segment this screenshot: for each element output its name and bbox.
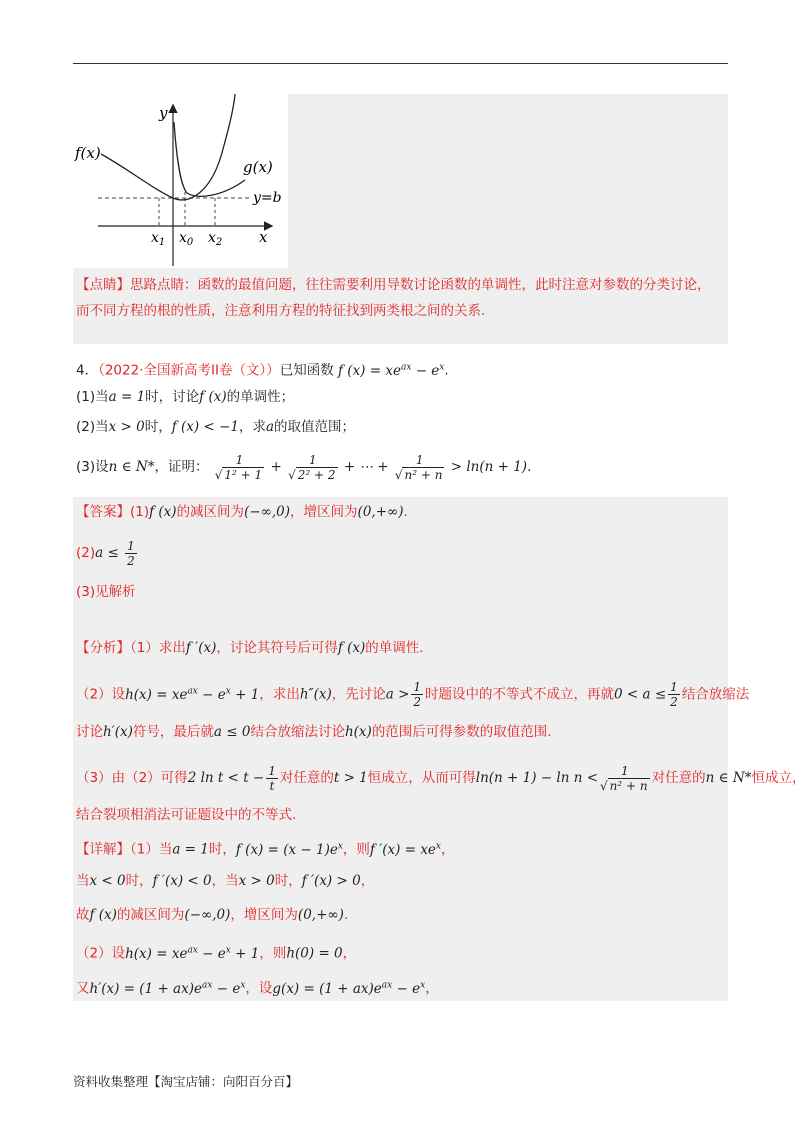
label-x: x	[259, 228, 268, 246]
tip-line-1: 【点睛】思路点睛：函数的最值问题，往往需要利用导数讨论函数的单调性，此时注意对参数的分类讨论，	[76, 277, 711, 293]
detail-3: 故f (x)的减区间为(−∞,0)，增区间为(0,+∞).	[76, 907, 349, 923]
label-x0: $x_0$	[179, 230, 194, 248]
analysis-5: 结合裂项相消法可证题设中的不等式.	[76, 807, 297, 823]
analysis-1: 【分析】（1）求出f ′(x)，讨论其符号后可得f (x)的单调性.	[76, 640, 424, 656]
curve-g	[174, 122, 245, 196]
tip-tag: 【点睛】	[76, 277, 130, 293]
top-rule	[73, 63, 728, 64]
detail-5: 又$h'(x) = (1 + ax)e^{ax} - e^x$，设$g(x) = (1 + ax)e^{ax} - e^x$，	[76, 980, 439, 997]
analysis-tag: 【分析】	[76, 640, 130, 656]
problem-stem: 4．（2022·全国新高考II卷（文））已知函数 f $(x) = xe^{ax} - e^x$.	[76, 362, 449, 379]
detail-4: （2）设$h(x) = xe^{ax} - e^x + 1$，则h(0) = 0，	[76, 945, 357, 962]
problem-source: （2022·全国新高考II卷（文））	[98, 362, 280, 379]
label-x2: $x_2$	[208, 230, 223, 248]
analysis-2: （2）设$h(x) = xe^{ax} - e^x + 1$，求出h″(x)，先讨论a > $\frac{1}{2}$ 时题设中的不等式不成立，再就0 < a ≤ $\frac{1}{2}$ 结合放缩法	[76, 680, 750, 709]
label-y: y	[159, 104, 168, 122]
footer-text: 资料收集整理【淘宝店铺：向阳百分百】	[73, 1074, 299, 1089]
analysis-3: 讨论h′(x)符号，最后就a ≤ 0结合放缩法讨论h(x)的范围后可得参数的取值范围.	[76, 724, 552, 740]
detail-tag: 【详解】	[76, 841, 130, 858]
detail-1: 【详解】（1）当a = 1时，f $(x) = (x - 1)e^x$，则f $'(x) = xe^x$，	[76, 841, 455, 858]
answer-1: 【答案】(1)f (x)的减区间为(−∞,0)，增区间为(0,+∞).	[76, 504, 408, 520]
tip-line-2: 而不同方程的根的性质，注意利用方程的特征找到两类根之间的关系.	[76, 303, 486, 319]
curve-f	[101, 94, 235, 200]
solution-block	[73, 497, 728, 1001]
label-b: y=b	[253, 190, 282, 206]
problem-part-1: (1)当a = 1时，讨论f (x)的单调性；	[76, 389, 295, 405]
analysis-4: （3）由（2）可得2 ln t < t − $\frac{1}{t}$ 对任意的t > 1恒成立，从而可得ln(n + 1) − ln n < $\frac{1}{\text{√ n² + n}}$ 对任意的n ∈ N*恒成立，	[76, 763, 805, 793]
label-x1: $x_1$	[151, 230, 166, 248]
problem-part-3: (3)设n ∈ N*，证明： $\frac{1}{\text{√ 1² + 1}}$ + $\frac{1}{\text{√ 2² + 2}}$ + ⋯ + $\frac{1}{\text{√ n² + n}}$ > ln(n + 1).	[76, 452, 532, 482]
tip-block	[288, 94, 728, 274]
detail-2: 当x < 0时，f ′(x) < 0，当x > 0时，f ′(x) > 0，	[76, 873, 375, 889]
problem-part-2: (2)当x > 0时，f (x) < −1，求a的取值范围；	[76, 419, 356, 435]
answer-2: (2)a ≤ $\frac{1}{2}$	[76, 538, 135, 568]
label-g: g(x)	[243, 158, 273, 176]
answer-tag: 【答案】	[76, 504, 130, 520]
function-graph	[73, 94, 288, 269]
label-f: f(x)	[75, 144, 101, 162]
answer-3: (3)见解析	[76, 584, 136, 600]
